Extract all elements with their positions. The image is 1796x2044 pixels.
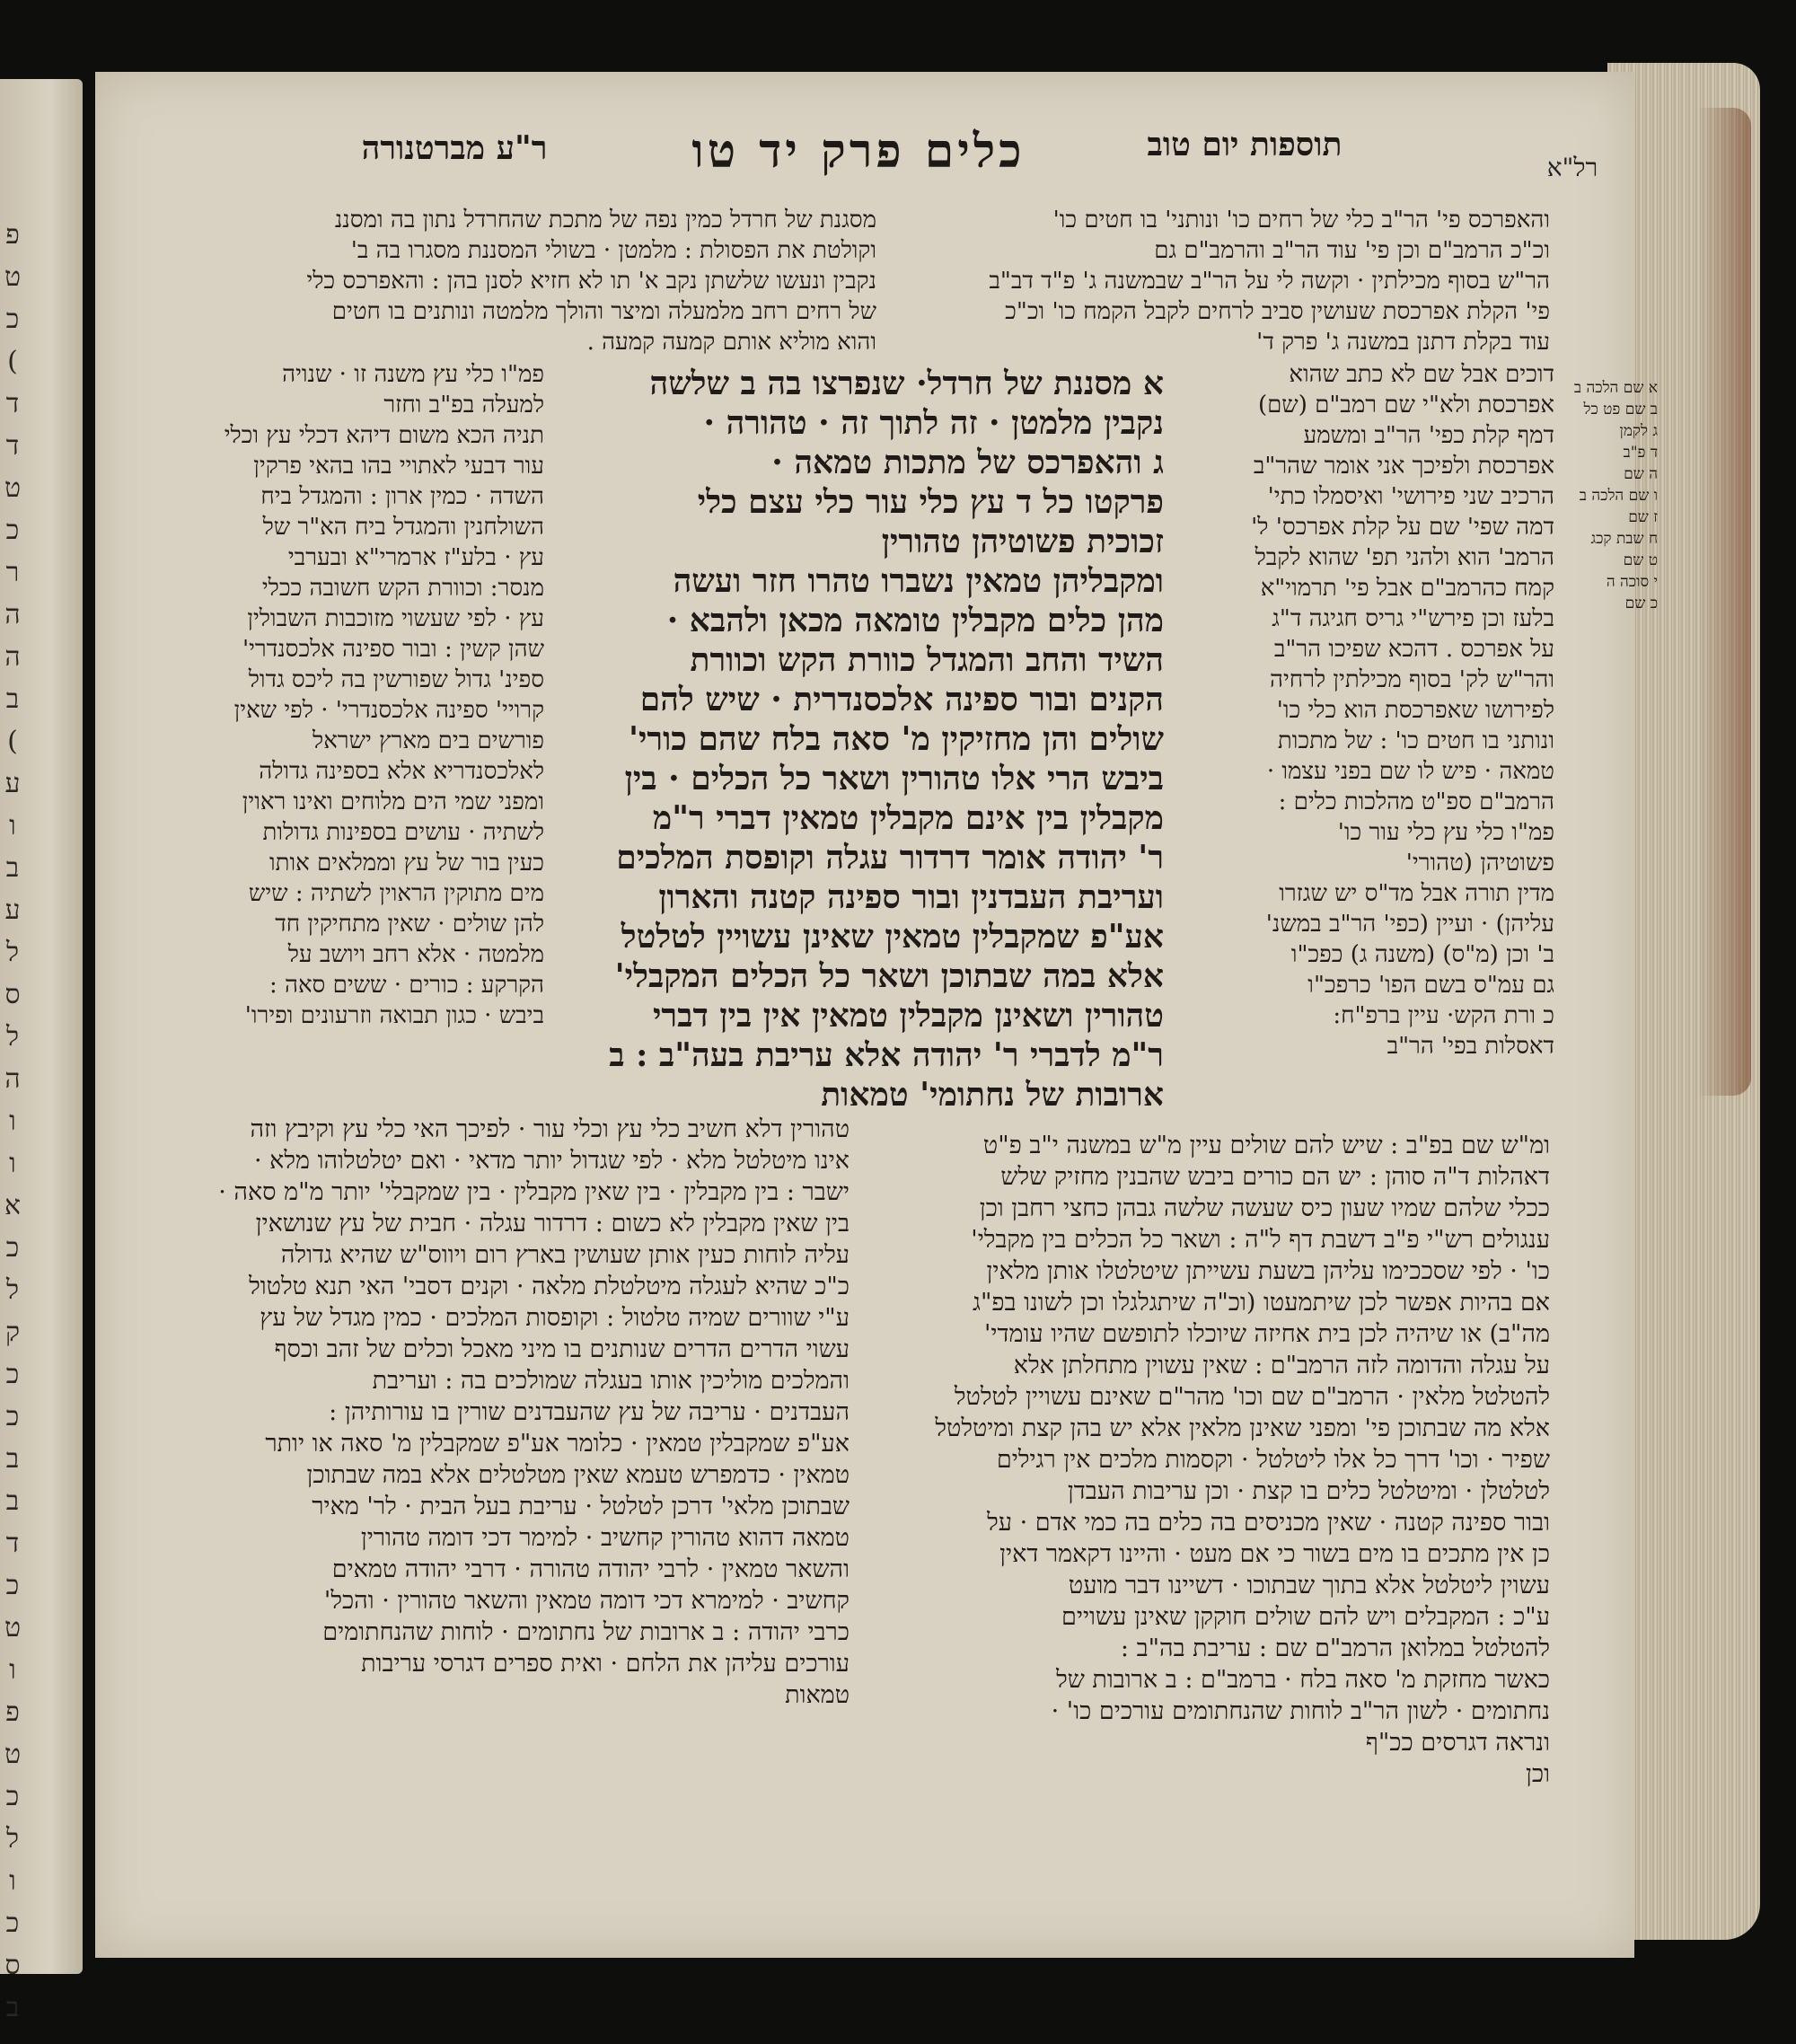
- bartenura-column: [158, 359, 544, 1031]
- text-line: ככלי שלהם שמיו שעון כיס שעשה שלשה גבהן כחצי רחבן וכן: [979, 1194, 1550, 1222]
- text-line: פמ"ו כלי עץ כלי עור כו': [1337, 819, 1554, 846]
- text-line: הקרקע : כורים · ששים סאה :: [269, 972, 544, 999]
- text-line: ומפני שמי הים מלוחים ואינו ראוין: [242, 789, 544, 815]
- text-line: קרויי' ספינה אלכסנדרי' · לפי שאין: [233, 697, 544, 724]
- text-line: ועריבת העבדנין ובור ספינה קטנה והארון: [658, 878, 1164, 916]
- previous-page-letter: ו: [9, 1148, 16, 1179]
- text-line: הרמב"ם ספ"ט מהלכות כלים :: [1278, 789, 1554, 815]
- text-line: א מסננת של חרדל· שנפרצו בה ב שלשה: [649, 365, 1164, 402]
- text-line: ספינ' גדול שפורשין בה ליכס גדול: [248, 666, 544, 693]
- running-head-tosafot: תוספות יום טוב: [1147, 126, 1343, 163]
- text-line: תניה הכא משום דיהא דכלי עץ וכלי: [224, 422, 544, 449]
- text-line: ג והאפרכס של מתכות טמאה ·: [771, 444, 1164, 481]
- previous-page-edge: [0, 79, 83, 2023]
- text-line: והשאר טמאין · לרבי יהודה טהורה · דרבי יהודה טמאים: [331, 1555, 850, 1583]
- previous-page-letter: ו: [9, 1865, 16, 1897]
- previous-page-letter: ב: [5, 1992, 20, 2023]
- text-line: כ ורת הקש· עיין ברפ"ח:: [1333, 1002, 1554, 1029]
- text-line: להן שולים · שאין מתחיקין חד: [275, 911, 544, 938]
- text-line: עשוין ליטלטל אלא בתוך שבתוכו · דשיינו דבר מועט: [1068, 1572, 1550, 1599]
- previous-page-letter: (: [7, 346, 18, 377]
- text-line: שולים והן מחזיקין מ' סאה בלח שהם כורי': [628, 720, 1164, 758]
- tosafot-top-block: [832, 205, 1550, 357]
- previous-page-letter: ס: [4, 1950, 21, 1981]
- text-line: כאשר מחזקת מ' סאה בלח · ברמב"ם : ב ארובות של: [1056, 1666, 1550, 1694]
- text-line: פורשים בים מארץ ישראל: [313, 727, 544, 754]
- text-line: העבדנים · עריבה של עץ שהעבדנים שורין בו עורותיהן :: [329, 1398, 850, 1426]
- text-line: השולחנין והמגדל ביח הא"ר של: [262, 514, 544, 541]
- text-line: השדה · כמין ארון : והמגדל ביח: [260, 483, 544, 510]
- text-line: בין שאין מקבלין לא כשום : דרדור עגלה · חבית של עץ שנושאין: [255, 1210, 850, 1238]
- previous-page-letter: ו: [9, 810, 16, 841]
- text-line: ר"מ לדברי ר' יהודה אלא עריבת בעה"ב : ב: [609, 1036, 1164, 1074]
- margin-references: [1532, 377, 1658, 614]
- text-line: מנסר: וכוורת הקש חשובה ככלי: [261, 575, 544, 602]
- text-line: ביבש הרי אלו טהורין ושאר כל הכלים · בין: [624, 760, 1164, 797]
- text-line: לשתיה · עושים בספינות גדולות: [262, 819, 544, 846]
- text-line: ח שבת קכג: [1590, 530, 1658, 548]
- text-line: טמאה · פיש לו שם בפני עצמו ·: [1266, 758, 1554, 785]
- text-line: קמח כהרמב"ם אבל פי' תרמוי"א: [1260, 575, 1554, 602]
- text-line: אינו מיטלטל מלא · לפי שגדול יותר מדאי · ואם יטלטלוהו מלא ·: [253, 1147, 850, 1175]
- bartenura-top-block: [158, 205, 876, 357]
- previous-page-letter: פ: [5, 219, 20, 251]
- previous-page-letter: ד: [5, 388, 20, 419]
- text-line: דמף קלת כפי' הר"ב ומשמע: [1303, 422, 1554, 449]
- text-line: טמאה דהוא טהורין קחשיב · למימר דכי דומה טהורין: [360, 1524, 850, 1552]
- text-line: וקולטת את הפסולת : מלמטן · בשולי המסננת מסגרו בה ב': [350, 237, 876, 264]
- text-line: עשוי הדרים הדרים שנותנים בו מיני מאכל וכלים של זהב וכסף: [274, 1335, 850, 1363]
- tosafot-bottom-block: [832, 1130, 1550, 1790]
- text-line: דאהלות ד"ה סוהן : יש הם כורים ביבש שהבנין מחזיק שלש: [1000, 1163, 1550, 1191]
- text-line: אפרכסת ולפיכך אני אומר שהר"ב: [1253, 453, 1554, 480]
- text-line: ע"י שוורים שמיה טלטול : וקופסות המלכים · כמין מגדל של עץ: [260, 1304, 850, 1332]
- previous-page-letter: ו: [9, 1654, 16, 1686]
- previous-page-letter: ד: [5, 1528, 20, 1559]
- previous-page-letter: ה: [4, 599, 21, 630]
- previous-page-letter: א: [4, 1190, 21, 1221]
- text-line: אלא במה שבתוכן ושאר כל הכלים המקבלי': [614, 957, 1164, 995]
- previous-page-letter: כ: [5, 1401, 20, 1432]
- previous-page-letter: ט: [4, 472, 22, 504]
- text-line: י סוכה ה: [1606, 573, 1658, 591]
- running-head-bartenura: ר"ע מברטנורה: [361, 129, 548, 167]
- text-line: ארובות של נחתומי' טמאות: [821, 1076, 1164, 1114]
- text-line: כ שם: [1624, 595, 1658, 612]
- text-line: ומ"ש שם בפ"ב : שיש להם שולים עיין מ"ש במשנה י"ב פ"ט: [982, 1132, 1550, 1159]
- text-line: פמ"ו כלי עץ משנה זו · שנויה: [282, 361, 544, 388]
- text-line: והאפרכס פי' הר"ב כלי של רחים כו' ונותני' בו חטים כו': [1052, 207, 1550, 233]
- text-line: דוכים אבל שם לא כתב שהוא: [1289, 361, 1554, 388]
- text-line: ב שם פט כל: [1583, 401, 1658, 418]
- previous-page-letter: (: [7, 726, 18, 757]
- text-line: עורכים עליהן את הלחם · ואית ספרים דגרסי עריבות: [361, 1650, 850, 1678]
- previous-page-letter: כ: [5, 1907, 20, 1939]
- previous-page-letters: [0, 214, 25, 2029]
- previous-page-letter: ס: [4, 979, 21, 1010]
- text-line: פרקטו כל ד עץ כלי עור כלי עצם כלי: [697, 483, 1164, 521]
- text-line: והר"ש לק' בסוף מכילתין לרחיה: [1270, 666, 1554, 693]
- text-line: ז שם: [1628, 508, 1658, 526]
- text-line: מקבלין בין אינם מקבלין טמאין דברי ר"מ: [652, 799, 1164, 837]
- text-line: עוד בקלת דתנן במשנה ג' פרק ד': [1256, 329, 1550, 356]
- previous-page-letter: ל: [5, 937, 20, 968]
- text-line: ב' וכן (מ"ס) (משנה ג) כפכ"ו: [1290, 941, 1554, 968]
- mishnah-main-text: [517, 364, 1164, 1115]
- text-line: ה שם: [1624, 465, 1658, 483]
- text-line: בלעז וכן פירש"י גריס חגיגה ד"ג: [1272, 605, 1554, 632]
- text-line: ג לקמן: [1619, 422, 1658, 440]
- text-line: הר"ש בסוף מכילתין · וקשה לי על הר"ב שבמשנה ג' פ"ד דב"ב: [989, 268, 1550, 295]
- printed-page: [95, 72, 1658, 1958]
- text-line: דאסלות בפי' הר"ב: [1387, 1033, 1554, 1060]
- previous-page-letter: ה: [4, 641, 21, 673]
- text-line: שבתוכן מלאי' דרכן לטלטל · עריבת בעל הבית · לר' מאיר: [312, 1493, 850, 1520]
- text-line: פשוטיהן (טהורי': [1405, 850, 1554, 877]
- text-line: ע"כ : המקבלים ויש להם שולים חוקקן שאינן עשויים: [1061, 1603, 1550, 1631]
- text-line: כרבי יהודה : ב ארובות של נחתומים · לוחות שהנחתומים: [322, 1618, 850, 1646]
- text-line: פי' הקלת אפרכסת שעושין סביב לרחים לקבל הקמח כו' וכ"כ: [1005, 298, 1550, 325]
- text-line: ונראה דגרסים ככ"ף: [1365, 1729, 1550, 1757]
- running-head-title: כלים פרק יד טו: [691, 124, 1026, 179]
- text-line: והוא מוליא אותם קמעה קמעה .: [586, 329, 876, 356]
- text-line: טמאות: [785, 1681, 850, 1709]
- text-line: ר' יהודה אומר דרדור עגלה וקופסת המלכים: [616, 839, 1164, 877]
- tosafot-column: [1119, 359, 1554, 1062]
- text-line: מסגנת של חרדל כמין נפה של מתכת שהחרדל נתון בה ומסננ: [334, 207, 876, 233]
- previous-page-letter: ר: [5, 557, 20, 588]
- text-line: דמה שפי' שם על קלת אפרכס' ל': [1251, 514, 1554, 541]
- text-line: ביבש · כגון תבואה וזרעונים ופירו': [244, 1002, 544, 1029]
- text-line: ט שם: [1623, 551, 1658, 569]
- text-line: מדין תורה אבל מד"ס יש שגזרו: [1279, 880, 1554, 907]
- text-line: מה"ב) או שיהיה לכן בית אחיזה שיוכלו לתופשם שהיו עומדי': [983, 1320, 1550, 1348]
- previous-page-letter: פ: [5, 1696, 20, 1728]
- text-line: למעלה בפ"ב וחזר: [383, 392, 544, 418]
- text-line: ובור ספינה קטנה · שאין מכניסים בה כלים בה כמי אדם · על: [987, 1509, 1550, 1537]
- text-line: וכן: [1526, 1760, 1550, 1788]
- previous-page-letter: כ: [5, 515, 20, 546]
- text-line: ומקבליהן טמאין נשברו טהרו חזר ועשה: [673, 562, 1164, 600]
- text-line: לפירושו שאפרכסת הוא כלי כו': [1276, 697, 1554, 724]
- previous-page-letter: כ: [5, 1570, 20, 1601]
- previous-page-letter: כ: [5, 1359, 20, 1390]
- text-line: כעין בור של עץ וממלאים אותו: [269, 850, 544, 877]
- text-line: א שם הלכה ב: [1573, 379, 1658, 397]
- previous-page-letter: ב: [5, 852, 20, 884]
- previous-page-letter: ע: [4, 894, 21, 926]
- previous-page-letter: ל: [5, 1274, 20, 1306]
- text-line: קחשיב · למימרא דכי דומה טמאין והשאר טהורין · והכל': [323, 1587, 850, 1615]
- text-line: הקנים ובור ספינה אלכסנדרית · שיש להם: [639, 681, 1164, 718]
- text-line: ד פ"ב: [1623, 444, 1658, 462]
- text-line: והמלכים מוליכין אותו בעגלה שמולכים בה : ועריבת: [372, 1367, 850, 1395]
- text-line: נחתומים · לשון הר"ב לוחות שהנחתומים עורכים כו' ·: [1051, 1697, 1550, 1725]
- text-line: עץ · בלע"ז ארמרי"א ובערבי: [287, 544, 544, 571]
- text-line: עור דבעי לאתויי בהו בהאי פרקין: [253, 453, 544, 480]
- previous-page-letter: ל: [5, 1823, 20, 1855]
- previous-page-letter: כ: [5, 1232, 20, 1264]
- bartenura-bottom-block: [158, 1114, 850, 1711]
- text-line: שפיר · וכו' דרך כל אלו ליטלטל · וקסמות מלכים אין רגילים: [996, 1446, 1550, 1474]
- text-line: לטלטלן · ומיטלטל כלים בו קצת · וכן עריבות העבדן: [1067, 1477, 1550, 1505]
- previous-page-letter: ל: [5, 1021, 20, 1053]
- text-line: טהורין דלא חשיב כלי עץ וכלי עור · לפיכך האי כלי עץ וקיבץ וזה: [250, 1115, 850, 1143]
- text-line: של רחים רחב מלמעלה ומיצר והולך מלמטה ונותנים בו חטים: [331, 298, 876, 325]
- text-line: ענגולים רש"י פ"ב דשבת דף ל"ה : ושאר כל הכלים בין מקבלי': [971, 1226, 1550, 1254]
- previous-page-letter: ק: [4, 1317, 21, 1348]
- previous-page-letter: ב: [5, 1485, 20, 1517]
- text-line: אם בהיות אפשר לכן שיתמעטו (וכ"ה שיתגלגלו וכן לשונו בפ"ג: [973, 1289, 1550, 1317]
- text-line: טהורין ושאינן מקבלין טמאין אין בין דברי: [652, 997, 1164, 1035]
- text-line: השיד והחב והמגדל כוורת הקש וכוורת: [690, 641, 1164, 679]
- text-line: נקבין ונעשו שלשתן נקב א' תו לא חזיא לסנן בהן : והאפרכס כלי: [306, 268, 876, 295]
- previous-page-letter: ט: [4, 1612, 22, 1643]
- previous-page-letter: ע: [4, 768, 21, 799]
- text-line: על עגלה והדומה לזה הרמב"ם : שאין עשוין מתחלתן אלא: [1013, 1352, 1550, 1379]
- text-line: אע"פ שמקבלין טמאין · כלומר אע"פ שמקבלין מ' סאה או יותר: [265, 1430, 850, 1458]
- text-line: עליה לוחות כעין אותן שעושין בארץ רום ויווס"ש שהיא גדולה: [280, 1241, 850, 1269]
- previous-page-letter: ב: [5, 1443, 20, 1475]
- text-line: ו שם הלכה ב: [1579, 487, 1658, 505]
- text-line: וכ"כ הרמב"ם וכן פי' עוד הר"ב והרמב"ם גם: [1154, 237, 1550, 264]
- text-line: להטלטל מלאין · הרמב"ם שם וכו' מהר"ם שאינם עשויין לטלטל: [954, 1383, 1550, 1411]
- text-line: להטלטל במלואן הרמב"ם שם : עריבת בה"ב :: [1120, 1634, 1550, 1662]
- text-line: עליהן) · ועיין (כפי' הר"ב במשנ': [1265, 911, 1554, 938]
- text-line: כו' · לפי שסככימו עליהן בשעת עשייתן שיטלטלו אותן מלאין: [986, 1257, 1550, 1285]
- text-line: אע"פ שמקבלין טמאין שאינן עשויין לטלטל: [621, 918, 1164, 956]
- text-line: הרכיב שני פירושי' ואיסמלו כתי': [1267, 483, 1554, 510]
- text-line: שהן קשין : ובור ספינה אלכסנדרי': [242, 636, 544, 663]
- text-line: מהן כלים מקבלין טומאה מכאן ולהבא ·: [666, 602, 1164, 639]
- text-line: מלמטה · אלא רחב ויושב על: [287, 941, 544, 968]
- text-line: נקבין מלמטן · זה לתוך זה · טהורה ·: [703, 404, 1164, 442]
- previous-page-letter: ו: [9, 1106, 16, 1137]
- text-line: כ"כ שהיא לעגלה מיטלטלת מלאה · וקנים דסבי' האי תנא טלטול: [249, 1273, 850, 1300]
- text-line: לאלכסנדריא אלא בספינה גדולה: [259, 758, 544, 785]
- previous-page-letter: ט: [4, 261, 22, 293]
- text-line: אפרכסת ולא"י שם רמב"ם (שם): [1257, 392, 1554, 418]
- previous-page-letter: כ: [5, 304, 20, 335]
- text-line: זכוכית פשוטיהן טהורין: [881, 523, 1164, 560]
- text-line: ונותני בו חטים כו' : של מתכות: [1277, 727, 1554, 754]
- folio-number: רל"א: [1546, 153, 1598, 182]
- text-line: על אפרכס . דהכא שפיכו הר"ב: [1273, 636, 1554, 663]
- text-line: אלא מה שבתוכן פי' ומפני שאינן מלאין אלא יש בהן קצת ומיטלטל: [935, 1414, 1550, 1442]
- text-line: כן אין מתכים בו מים בשור כי אם מעט · והיינו דקאמר דאין: [999, 1540, 1550, 1568]
- previous-page-letter: ד: [5, 430, 20, 462]
- text-line: גם עמ"ס בשם הפו' כרפכ"ו: [1307, 972, 1554, 999]
- previous-page-letter: ב: [5, 683, 20, 715]
- previous-page-letter: ט: [4, 1739, 22, 1770]
- text-line: מים מתוקין הראוין לשתיה : שיש: [248, 880, 544, 907]
- previous-page-letter: כ: [5, 1781, 20, 1812]
- previous-page-letter: ה: [4, 1063, 21, 1095]
- text-line: ישבר : בין מקבלין · בין שאין מקבלין · בין שמקבלי' יותר מ"מ סאה ·: [218, 1178, 850, 1206]
- page-edge-stain: [1697, 108, 1751, 1096]
- text-line: טמאין · כדמפרש טעמא שאין מטלטלים אלא במה שבתוכן: [306, 1461, 850, 1489]
- text-line: עץ · לפי שעשוי מזוכבות השבולין: [247, 605, 544, 632]
- text-line: הרמב' הוא ולהני תפ' שהוא לקבל: [1255, 544, 1554, 571]
